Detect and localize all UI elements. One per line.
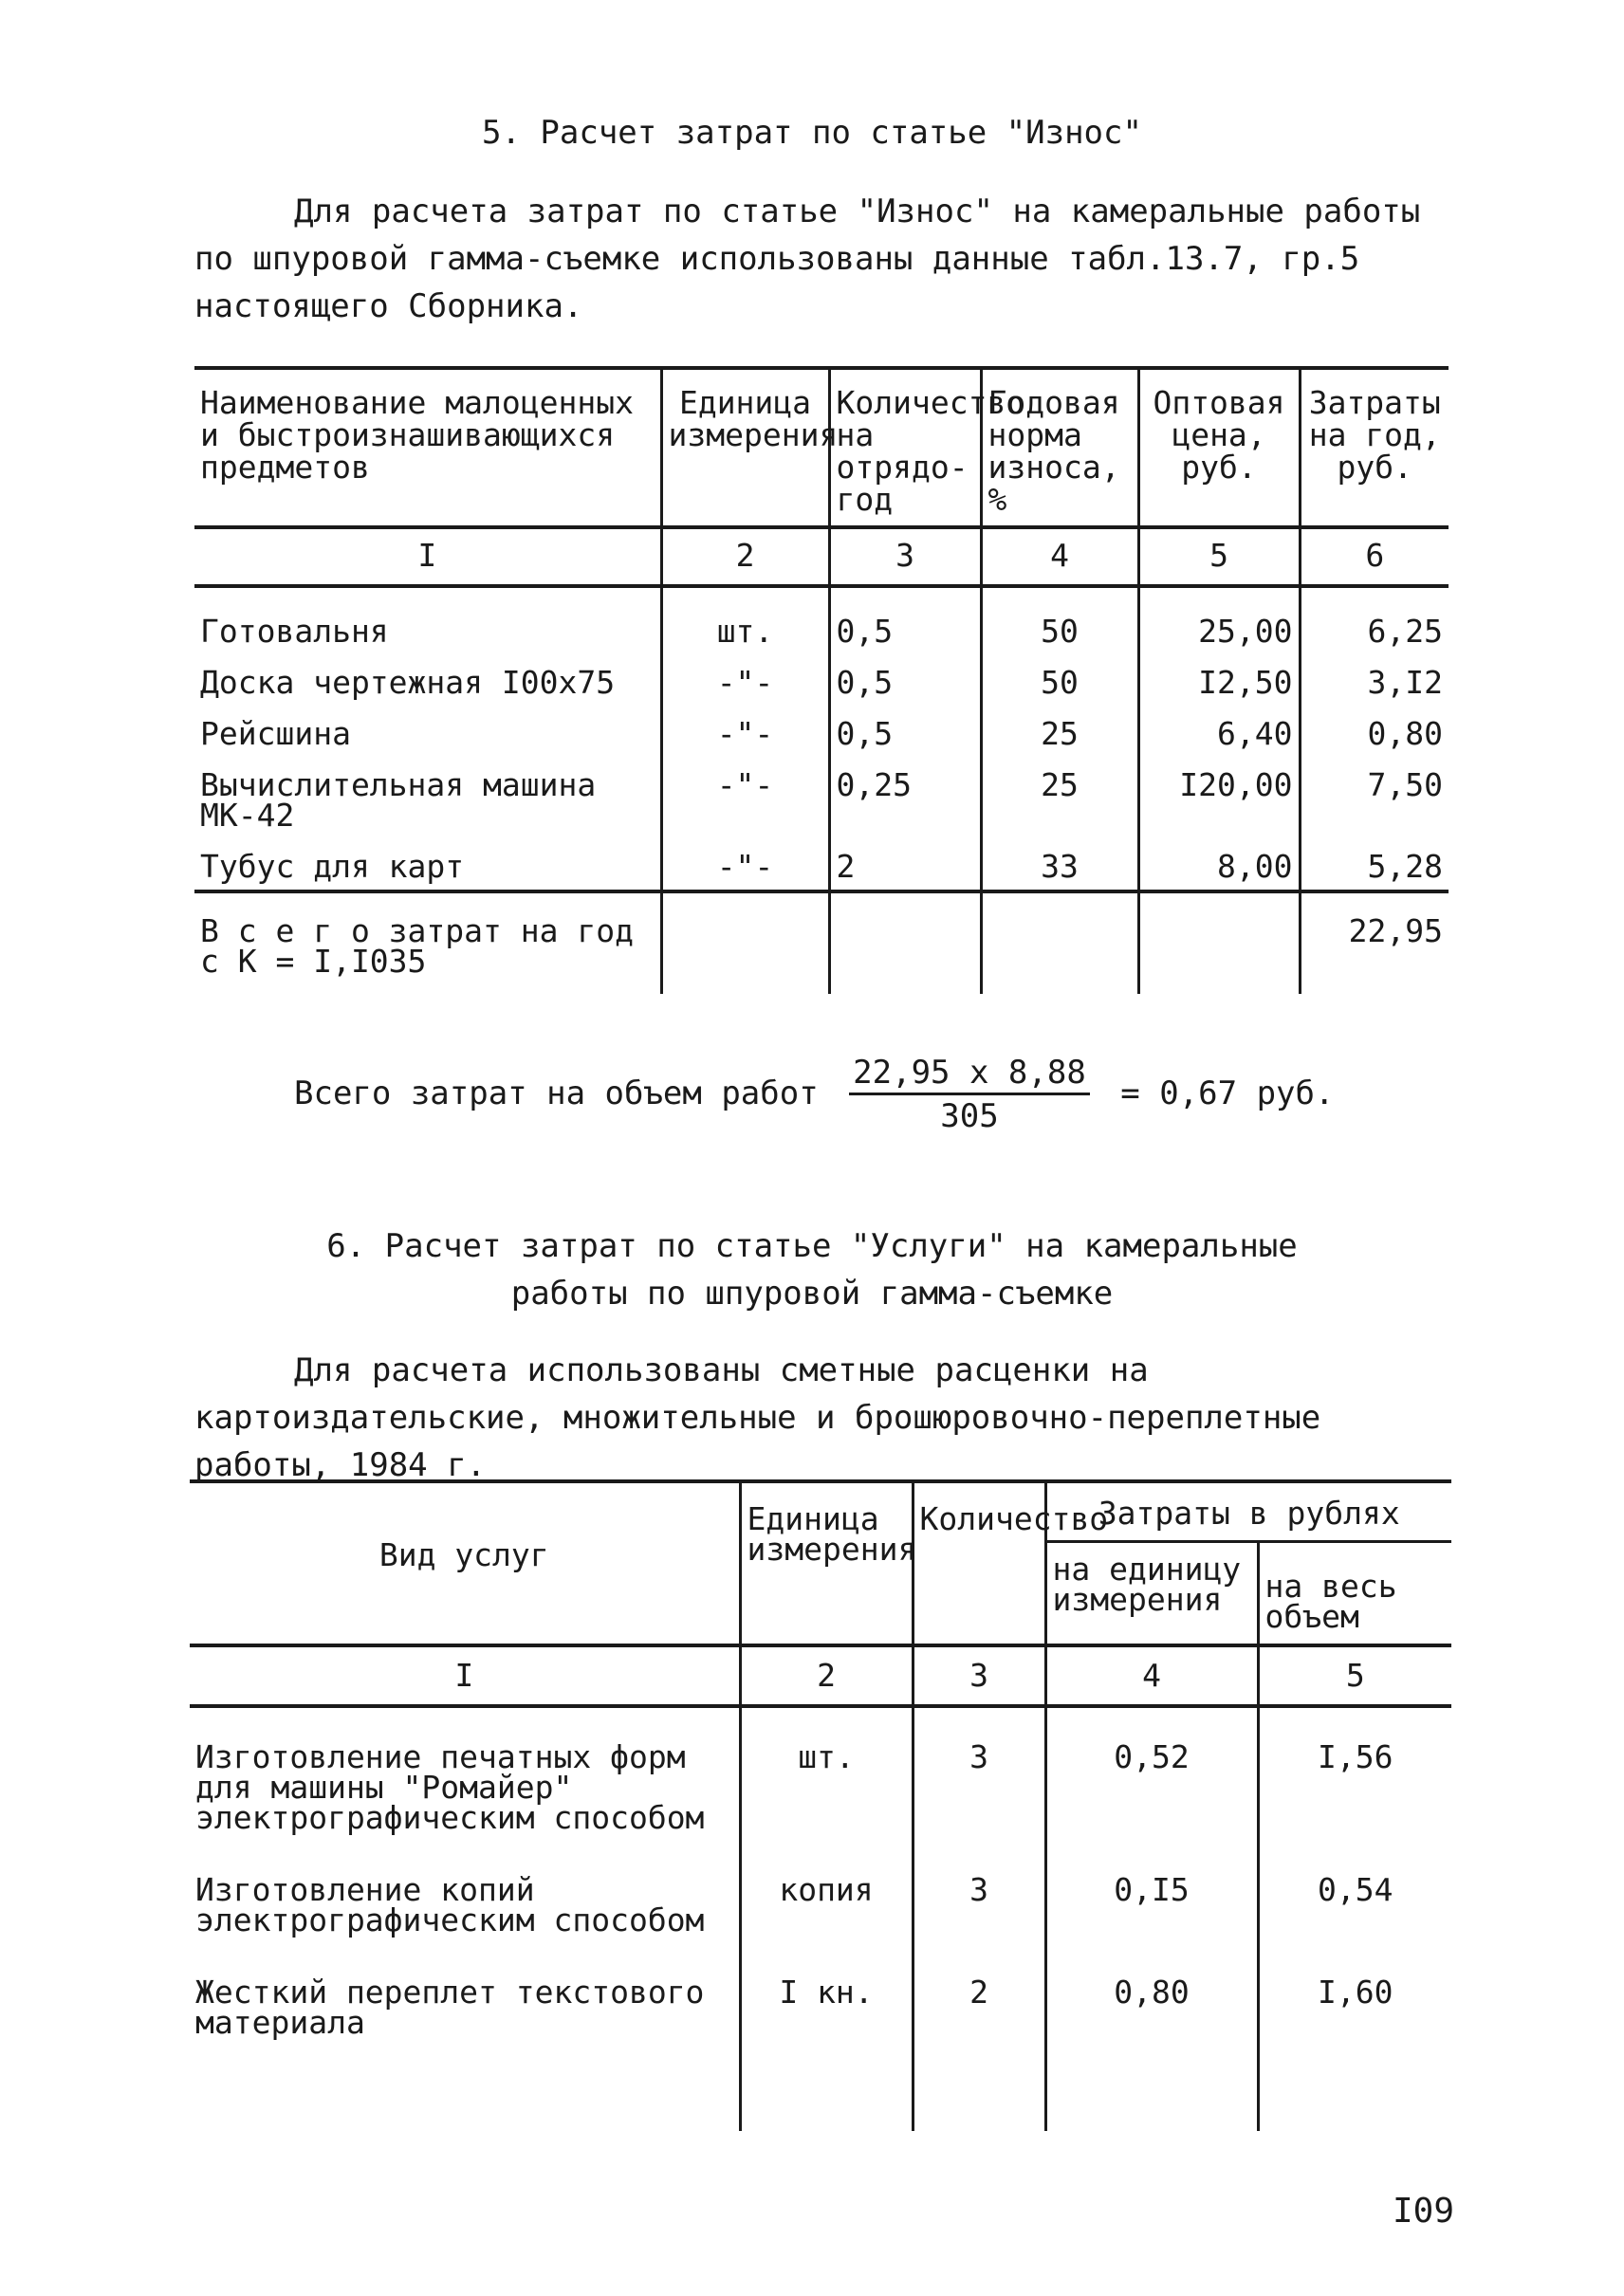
column-number-row [194, 527, 1449, 586]
wear-rate-cell: 50 [981, 654, 1138, 706]
column-header: Годовая норма износа, % [981, 368, 1138, 527]
quantity-cell: 3 [913, 1706, 1045, 1841]
column-number: 4 [1045, 1645, 1258, 1706]
quantity-cell: 0,25 [829, 757, 981, 838]
quantity-cell: 2 [913, 1943, 1045, 2046]
table-filler-row [190, 2046, 1451, 2131]
section-6-title-line-2: работы по шпуровой гамма-съемке [510, 1275, 1114, 1313]
item-name: Доска чертежная I00x75 [200, 664, 616, 701]
unit-cell: -"- [661, 654, 829, 706]
column-header: Единица измерения [661, 368, 829, 527]
column-number: 4 [981, 527, 1138, 586]
column-header: Затраты на год, руб. [1300, 368, 1449, 527]
unit-cell: шт. [661, 586, 829, 654]
unit-cell: I кн. [740, 1943, 913, 2046]
summary-label: Всего затрат на объем работ [294, 1075, 819, 1112]
wear-rate-cell: 50 [981, 586, 1138, 654]
services-cost-table [190, 1479, 1451, 2131]
column-header: Единица измерения [740, 1481, 913, 1645]
item-name: Вычислительная машина МК-42 [200, 766, 597, 834]
total-cost-cell: 0,54 [1258, 1841, 1451, 1943]
total-label: В с е г о затрат на год с К = I,I035 [200, 912, 634, 980]
unit-cell: -"- [661, 838, 829, 891]
column-number: I [454, 1657, 474, 1694]
wear-rate-cell: 25 [981, 757, 1138, 838]
price-cell: I2,50 [1138, 654, 1300, 706]
unit-cell: копия [740, 1841, 913, 1943]
quantity-cell: 0,5 [829, 586, 981, 654]
item-name: Тубус для карт [200, 848, 465, 885]
service-name: Жесткий переплет текстового материала [195, 1974, 705, 2041]
column-header: Количество на отрядо-год [829, 368, 981, 527]
table-header-row [190, 1481, 1451, 1542]
column-header: на весь объем [1258, 1542, 1451, 1646]
table-row [190, 1943, 1451, 2046]
table-row [190, 1706, 1451, 1841]
total-cost-cell: I,56 [1258, 1706, 1451, 1841]
column-number: 5 [1138, 527, 1300, 586]
item-name: Готовальня [200, 613, 389, 650]
unit-cost-cell: 0,I5 [1045, 1841, 1258, 1943]
table-row [194, 838, 1449, 891]
annual-cost-cell: 5,28 [1300, 838, 1449, 891]
unit-cell: -"- [661, 757, 829, 838]
column-header: Наименование малоценных и быстроизнашивающихся предметов [200, 384, 634, 486]
unit-cell: шт. [740, 1706, 913, 1841]
table-row [194, 706, 1449, 757]
page-number: I09 [1393, 2192, 1455, 2231]
section-5-title: 5. Расчет затрат по статье "Износ" [482, 114, 1142, 152]
column-header: Оптовая цена, руб. [1138, 368, 1300, 527]
section-6-title-line-1: 6. Расчет затрат по статье "Услуги" на камеральные [326, 1227, 1298, 1265]
price-cell: 6,40 [1138, 706, 1300, 757]
annual-cost-cell: 3,I2 [1300, 654, 1449, 706]
item-name: Рейсшина [200, 715, 351, 752]
column-number: 6 [1300, 527, 1449, 586]
unit-cost-cell: 0,80 [1045, 1943, 1258, 2046]
column-header: Количество [913, 1481, 1045, 1645]
price-cell: 25,00 [1138, 586, 1300, 654]
summary-result: = 0,67 руб. [1120, 1075, 1335, 1112]
column-number: 2 [740, 1645, 913, 1706]
wear-summary [294, 1053, 1334, 1137]
table-row [190, 1841, 1451, 1943]
column-number-row [190, 1645, 1451, 1706]
wear-rate-cell: 33 [981, 838, 1138, 891]
unit-cost-cell: 0,52 [1045, 1706, 1258, 1841]
unit-cell: -"- [661, 706, 829, 757]
quantity-cell: 2 [829, 838, 981, 891]
service-name: Изготовление копий электрографическим способом [195, 1871, 705, 1938]
table-row [194, 586, 1449, 654]
quantity-cell: 3 [913, 1841, 1045, 1943]
fraction-denominator: 305 [940, 1097, 999, 1135]
summary-fraction [849, 1053, 1090, 1137]
annual-cost-cell: 7,50 [1300, 757, 1449, 838]
column-number: I [417, 537, 437, 574]
column-header: Вид услуг [378, 1536, 549, 1573]
section-6-paragraph: Для расчета использованы сметные расценки на картоиздательские, множительные и брошюровочно-переплетные работы, 1984 г. [194, 1351, 1321, 1484]
column-number: 2 [661, 527, 829, 586]
total-row [194, 891, 1449, 994]
wear-rate-cell: 25 [981, 706, 1138, 757]
table-row [194, 654, 1449, 706]
table-header-row [194, 368, 1449, 527]
price-cell: 8,00 [1138, 838, 1300, 891]
column-number: 5 [1258, 1645, 1451, 1706]
service-name: Изготовление печатных форм для машины "Ромайер" электрографическим способом [195, 1738, 705, 1836]
quantity-cell: 0,5 [829, 706, 981, 757]
price-cell: I20,00 [1138, 757, 1300, 838]
total-value: 22,95 [1300, 891, 1449, 994]
column-number: 3 [829, 527, 981, 586]
annual-cost-cell: 6,25 [1300, 586, 1449, 654]
total-cost-cell: I,60 [1258, 1943, 1451, 2046]
table-row [194, 757, 1449, 838]
fraction-numerator: 22,95 x 8,88 [849, 1053, 1090, 1095]
column-number: 3 [913, 1645, 1045, 1706]
section-5-paragraph: Для расчета затрат по статье "Износ" на камеральные работы по шпуровой гамма-съемке использованы данные табл.13.7, гр.5 настоящего Сборника. [194, 193, 1421, 325]
column-group-header: Затраты в рублях [1045, 1481, 1451, 1542]
wear-cost-table [194, 366, 1449, 994]
column-header: на единицу измерения [1045, 1542, 1258, 1646]
annual-cost-cell: 0,80 [1300, 706, 1449, 757]
quantity-cell: 0,5 [829, 654, 981, 706]
